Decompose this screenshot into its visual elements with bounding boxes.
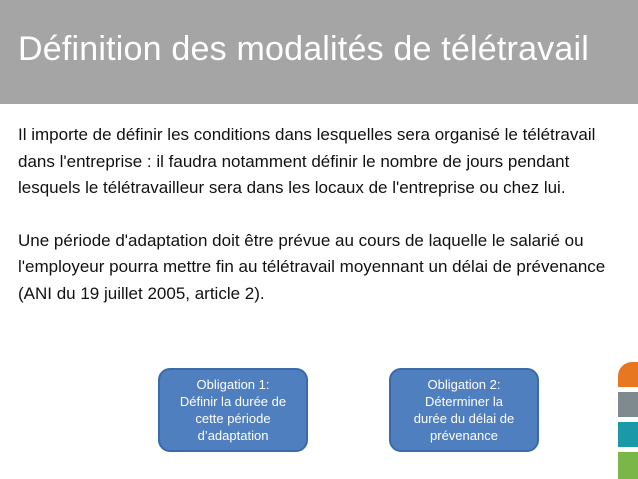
callout-heading: Obligation 2: (427, 377, 501, 392)
callout-line: prévenance (430, 428, 498, 443)
callout-heading: Obligation 1: (196, 377, 270, 392)
slide-title: Définition des modalités de télétravail (18, 30, 589, 68)
callout-line: Définir la durée de (179, 394, 287, 409)
decorative-bar-green (618, 452, 638, 479)
decorative-bar-gray (618, 392, 638, 417)
callout-line: Déterminer la (424, 394, 504, 409)
paragraph-1: Il importe de définir les conditions dans lesquelles sera organisé le télétravail dans l'entreprise : il faudra notamment définir le nombre de jours pendant lesquels le télétravailleur sera dans les locaux de l'entreprise ou chez lui. (18, 125, 596, 197)
decorative-bar-orange (618, 362, 638, 387)
callout-line: durée du délai de (413, 411, 515, 426)
title-bar (0, 0, 638, 104)
paragraph-2: Une période d'adaptation doit être prévue au cours de laquelle le salarié ou l'employeur pourra mettre fin au télétravail moyennant un délai de prévenance (ANI du 19 juillet 2005, article 2). (18, 230, 606, 303)
callout-obligation-1 (158, 368, 308, 452)
callout-line: cette période (195, 411, 271, 426)
callout-obligation-2 (389, 368, 539, 452)
slide-body (18, 122, 618, 333)
callout-line: d’adaptation (197, 428, 269, 443)
decorative-bar-teal (618, 422, 638, 447)
